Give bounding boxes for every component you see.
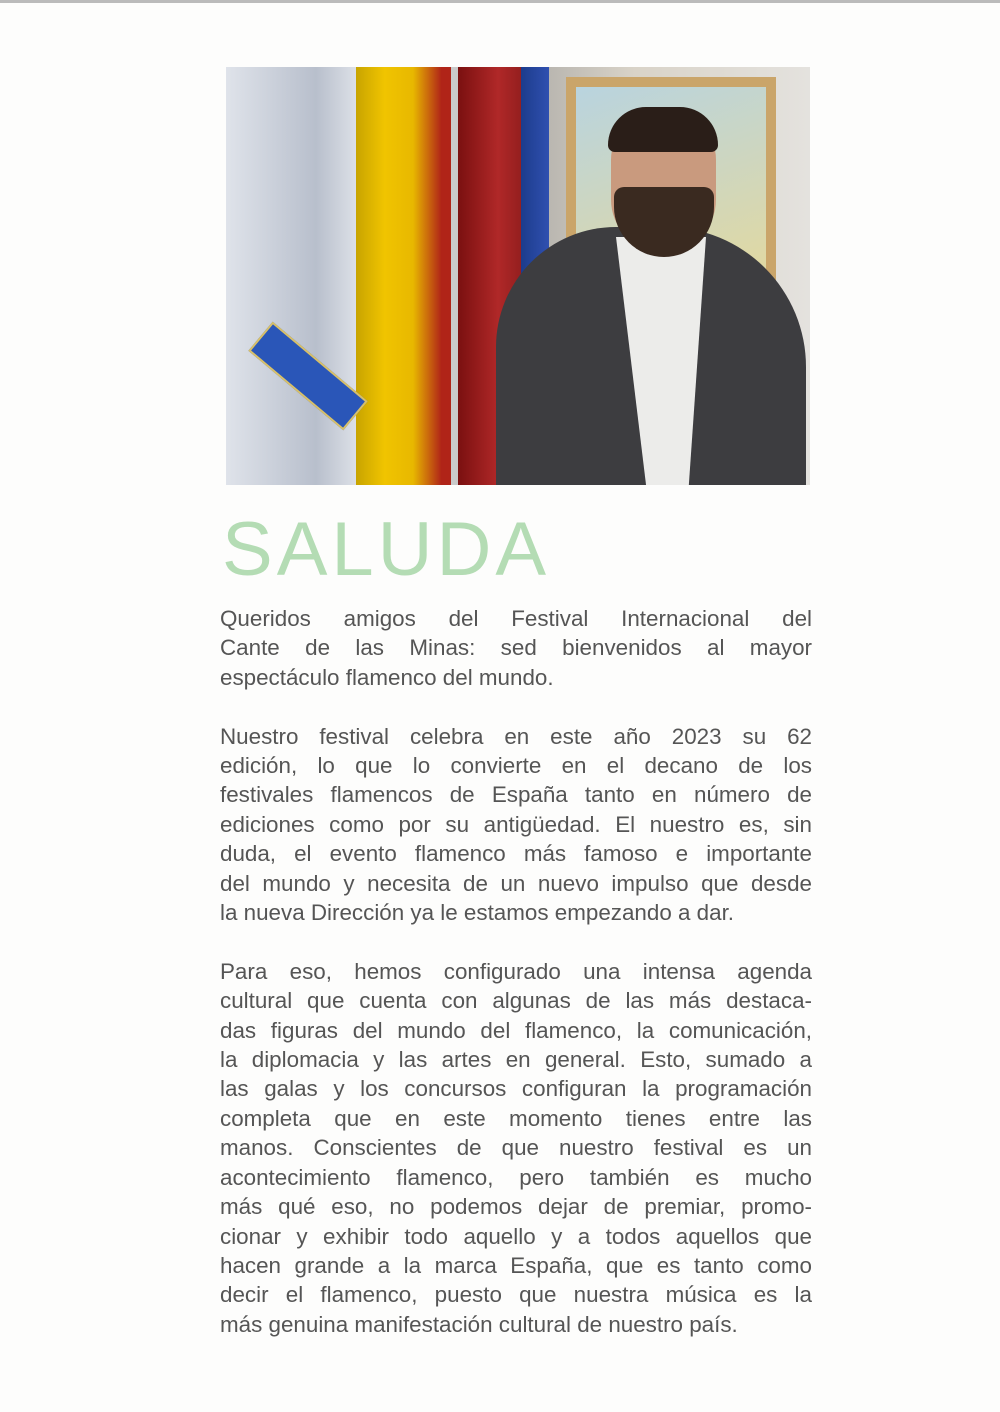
text-line: duda, el evento flamenco más famoso e importante <box>220 841 812 867</box>
portrait-photo <box>226 67 810 485</box>
man-hair <box>608 107 718 152</box>
text-line: manos. Conscientes de que nuestro festival es un <box>220 1135 812 1161</box>
body-text <box>220 604 812 1369</box>
text-line: hacen grande a la marca España, que es tanto como <box>220 1252 812 1278</box>
text-line: completa que en este momento tienes entre las <box>220 1105 812 1131</box>
white-flag <box>226 67 376 485</box>
text-line: festivales flamencos de España tanto en número de <box>220 782 812 808</box>
text-line: Cante de las Minas: sed bienvenidos al mayor <box>220 635 812 661</box>
text-line: cionar y exhibir todo aquello y a todos aquellos que <box>220 1223 812 1249</box>
text-line: Para eso, hemos configurado una intensa agenda <box>220 958 812 984</box>
text-line: Nuestro festival celebra en este año 2023 su 62 <box>220 723 812 749</box>
text-line: las galas y los concursos configuran la programación <box>220 1076 812 1102</box>
text-line: la diplomacia y las artes en general. Esto, sumado a <box>220 1047 812 1073</box>
text-line: más genuina manifestación cultural de nuestro país. <box>220 1311 738 1337</box>
page-heading: SALUDA <box>222 507 551 592</box>
text-line: del mundo y necesita de un nuevo impulso que desde <box>220 870 812 896</box>
text-line: ediciones como por su antigüedad. El nuestro es, sin <box>220 811 812 837</box>
text-line: espectáculo flamenco del mundo. <box>220 664 554 690</box>
text-line: Queridos amigos del Festival Internacional del <box>220 606 812 631</box>
page-edge <box>0 0 1000 3</box>
text-line: decir el flamenco, puesto que nuestra música es la <box>220 1282 812 1308</box>
paragraph <box>220 722 812 928</box>
paragraph <box>220 604 812 692</box>
text-line: cultural que cuenta con algunas de las más destaca- <box>220 988 812 1014</box>
paragraph <box>220 957 812 1339</box>
text-line: acontecimiento flamenco, pero también es mucho <box>220 1164 812 1190</box>
text-line: la nueva Dirección ya le estamos empezando a dar. <box>220 900 735 926</box>
text-line: edición, lo que lo convierte en el decano de los <box>220 753 812 779</box>
spain-flag <box>356 67 451 485</box>
text-line: das figuras del mundo del flamenco, la comunicación, <box>220 1017 812 1043</box>
text-line: más qué eso, no podemos dejar de premiar, promo- <box>220 1194 812 1220</box>
